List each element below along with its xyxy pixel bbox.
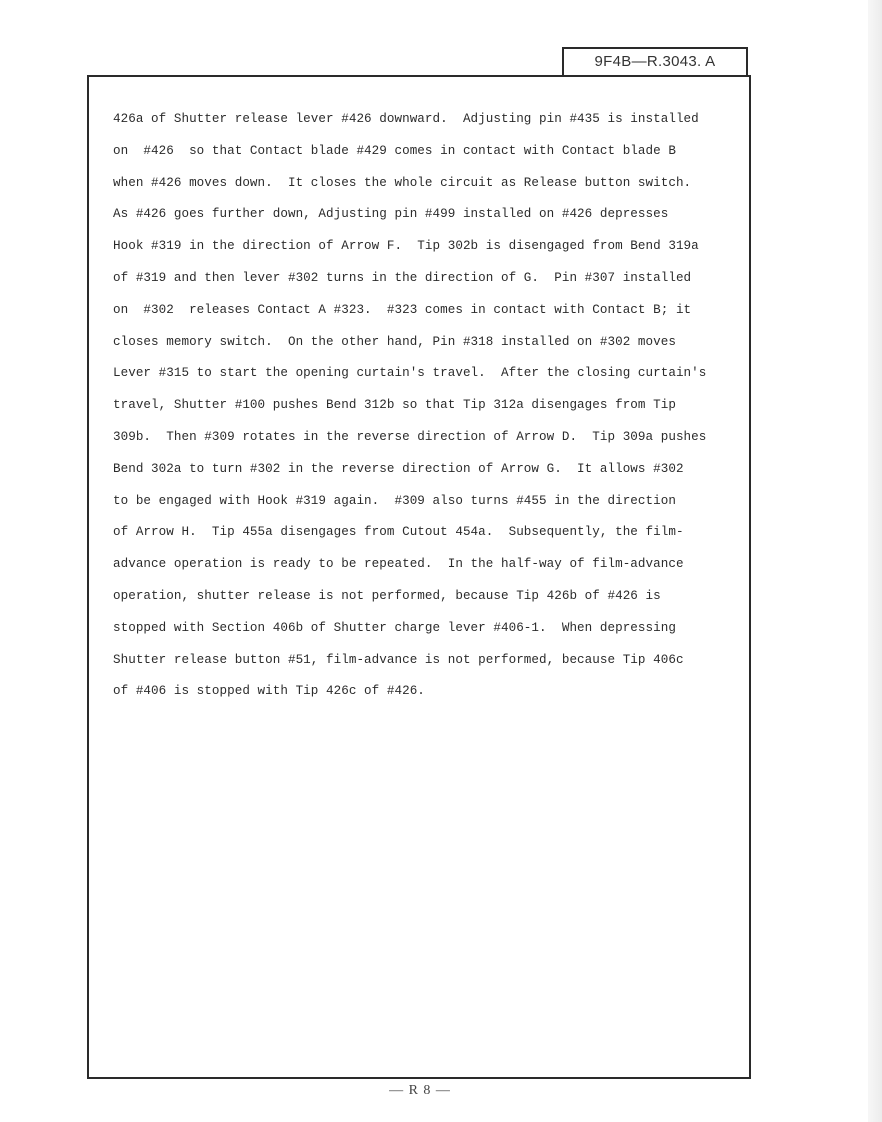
text-line: on #302 releases Contact A #323. #323 comes in contact with Contact B; it xyxy=(113,302,692,317)
text-line: 309b. Then #309 rotates in the reverse direction of Arrow D. Tip 309a pushes xyxy=(113,429,707,444)
text-line: 426a of Shutter release lever #426 downward. Adjusting pin #435 is installed xyxy=(113,112,699,126)
body-text xyxy=(113,104,743,708)
text-line: of Arrow H. Tip 455a disengages from Cutout 454a. Subsequently, the film- xyxy=(113,525,684,540)
scan-edge xyxy=(868,0,882,1122)
text-line: closes memory switch. On the other hand, Pin #318 installed on #302 moves xyxy=(113,334,676,349)
text-line: advance operation is ready to be repeated. In the half-way of film-advance xyxy=(113,557,684,572)
text-line: Bend 302a to turn #302 in the reverse direction of Arrow G. It allows #302 xyxy=(113,461,684,476)
text-line: Lever #315 to start the opening curtain's travel. After the closing curtain's xyxy=(113,366,707,381)
page-number: — R 8 — xyxy=(389,1083,451,1098)
text-line: As #426 goes further down, Adjusting pin #499 installed on #426 depresses xyxy=(113,207,669,222)
text-line: travel, Shutter #100 pushes Bend 312b so that Tip 312a disengages from Tip xyxy=(113,398,676,413)
text-line: on #426 so that Contact blade #429 comes in contact with Contact blade B xyxy=(113,143,676,158)
text-line: stopped with Section 406b of Shutter charge lever #406-1. When depressing xyxy=(113,620,676,635)
text-line: to be engaged with Hook #319 again. #309 also turns #455 in the direction xyxy=(113,493,676,508)
text-line: of #319 and then lever #302 turns in the direction of G. Pin #307 installed xyxy=(113,270,692,285)
document-number-tab xyxy=(562,47,748,75)
text-line: when #426 moves down. It closes the whole circuit as Release button switch. xyxy=(113,175,692,190)
document-number: 9F4B—R.3043. A xyxy=(594,53,716,70)
text-line: Hook #319 in the direction of Arrow F. Tip 302b is disengaged from Bend 319a xyxy=(113,239,699,254)
text-line: Shutter release button #51, film-advance is not performed, because Tip 406c xyxy=(113,652,684,667)
text-line: of #406 is stopped with Tip 426c of #426. xyxy=(113,684,425,699)
text-line: operation, shutter release is not performed, because Tip 426b of #426 is xyxy=(113,588,661,603)
